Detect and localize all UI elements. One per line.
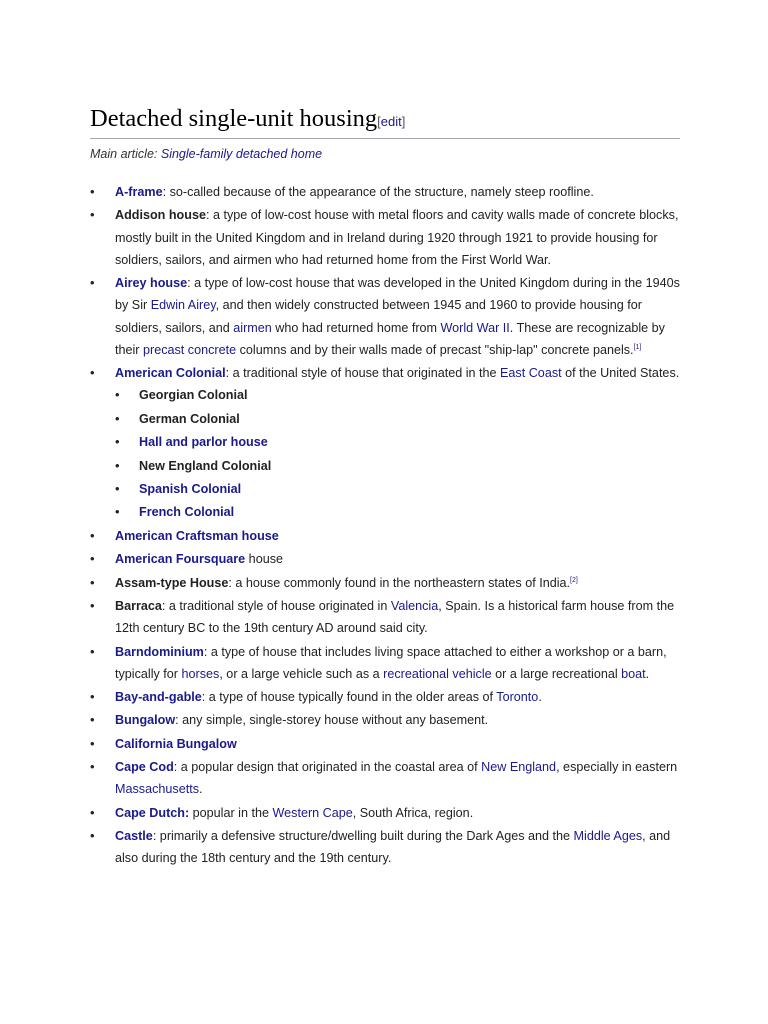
american-craftsman-link[interactable]: American Craftsman house <box>115 528 279 543</box>
castle-link[interactable]: Castle <box>115 829 153 844</box>
colonial-sublist <box>115 384 680 523</box>
list-item-bungalow: • Bungalow: any simple, single-storey house without any basement. <box>90 709 680 731</box>
list-item-cape-dutch: • Cape Dutch: popular in the Western Cape, South Africa, region. <box>90 802 680 824</box>
section-title-row <box>90 104 680 137</box>
sublist-item-georgian-colonial: • Georgian Colonial <box>115 384 680 406</box>
american-foursquare-link[interactable]: American Foursquare <box>115 552 246 567</box>
east-coast-link[interactable]: East Coast <box>500 366 562 381</box>
list-item-airey-house: • Airey house: a type of low-cost house that was developed in the United Kingdom during in the 1940s by Sir Edwin Airey, and then widely constructed between 1945 and 1960 to provide housing for soldiers, sailors, and airmen who had returned home from World War II. These are recognizable by their precast concrete columns and by their walls made of precast "ship-lap" concrete panels.[1] <box>90 272 680 361</box>
section-title: Detached single-unit housing <box>90 105 378 132</box>
edit-section: [edit] <box>377 114 406 129</box>
massachusetts-link[interactable]: Massachusetts <box>115 782 199 797</box>
new-england-link[interactable]: New England <box>481 760 557 775</box>
sublist-item-spanish-colonial <box>115 478 680 500</box>
sublist-item-hall-and-parlor <box>115 431 680 453</box>
california-bungalow-link[interactable]: California Bungalow <box>115 736 237 751</box>
french-colonial-link[interactable]: French Colonial <box>139 505 235 520</box>
hatnote-prefix: Main article: <box>90 147 161 161</box>
barraca-term: Barraca <box>115 598 162 613</box>
cape-dutch-link[interactable]: Cape Dutch: <box>115 805 190 820</box>
airmen-link[interactable]: airmen <box>233 320 272 335</box>
hall-and-parlor-link[interactable]: Hall and parlor house <box>139 435 268 450</box>
western-cape-link[interactable]: Western Cape <box>272 805 353 820</box>
list-item-a-frame: • A-frame: so-called because of the appearance of the structure, namely steep roofline. <box>90 181 680 203</box>
reference-1[interactable]: [1] <box>633 343 642 351</box>
sublist-item-french-colonial <box>115 501 680 523</box>
bay-and-gable-link[interactable]: Bay-and-gable <box>115 690 202 705</box>
list-item-barndominium: • Barndominium: a type of house that includes living space attached to either a workshop or a barn, typically for horses, or a large vehicle such as a recreational vehicle or a large recreational boat. <box>90 641 680 685</box>
list-item-american-foursquare: • American Foursquare house <box>90 548 680 570</box>
barndominium-link[interactable]: Barndominium <box>115 644 204 659</box>
addison-house-term: Addison house <box>115 208 206 223</box>
reference-2[interactable]: [2] <box>570 576 578 584</box>
world-war-ii-link[interactable]: World War II <box>440 320 510 335</box>
list-item-american-craftsman <box>90 525 680 547</box>
list-item-assam-type-house: • Assam-type House: a house commonly found in the northeastern states of India.[2] <box>90 572 680 594</box>
sublist-item-new-england-colonial: • New England Colonial <box>115 455 680 477</box>
a-frame-link[interactable]: A-frame <box>115 185 163 199</box>
cape-cod-link[interactable]: Cape Cod <box>115 760 174 775</box>
main-article-note <box>90 146 322 162</box>
sublist-item-german-colonial: • German Colonial <box>115 408 680 430</box>
list-item-cape-cod: • Cape Cod: a popular design that originated in the coastal area of New England, especially in eastern Massachusetts. <box>90 756 680 800</box>
spanish-colonial-link[interactable]: Spanish Colonial <box>139 481 242 496</box>
main-article-link[interactable]: Single-family detached home <box>160 147 323 161</box>
boat-link[interactable]: boat <box>621 666 646 681</box>
toronto-link[interactable]: Toronto <box>496 690 539 705</box>
valencia-link[interactable]: Valencia <box>390 598 439 613</box>
section-heading <box>90 104 680 139</box>
housing-types-list <box>90 181 680 871</box>
middle-ages-link[interactable]: Middle Ages <box>573 829 643 844</box>
list-item-barraca: • Barraca: a traditional style of house originated in Valencia, Spain. Is a historical farm house from the 12th century BC to the 19th century AD around said city. <box>90 595 680 639</box>
assam-type-house-term: Assam-type House <box>115 575 229 590</box>
list-item-castle: • Castle: primarily a defensive structure/dwelling built during the Dark Ages and the Middle Ages, and also during the 18th century and the 19th century. <box>90 825 680 869</box>
recreational-vehicle-link[interactable]: recreational vehicle <box>383 666 492 681</box>
bungalow-link[interactable]: Bungalow <box>115 713 176 728</box>
list-item-bay-and-gable: • Bay-and-gable: a type of house typically found in the older areas of Toronto. <box>90 686 680 708</box>
precast-concrete-link[interactable]: precast concrete <box>143 342 237 357</box>
american-colonial-link[interactable]: American Colonial <box>115 366 226 381</box>
edit-link[interactable]: edit <box>380 114 402 129</box>
horses-link[interactable]: horses <box>181 666 220 681</box>
list-item-addison-house: • Addison house: a type of low-cost house with metal floors and cavity walls made of concrete blocks, mostly built in the United Kingdom and in Ireland during 1920 through 1921 to provide housing for soldiers, sailors, and airmen who had returned home from the First World War. <box>90 204 680 271</box>
list-item-california-bungalow <box>90 733 680 755</box>
list-item-american-colonial: • American Colonial: a traditional style of house that originated in the East Coast of the United States. • Georgian Colonial • German Colonial • Hall and parlor house • New England Colonial • Spanish Colonial • French Colonial <box>90 362 680 523</box>
airey-house-link[interactable]: Airey house <box>115 276 188 291</box>
edwin-airey-link[interactable]: Edwin Airey <box>150 298 216 313</box>
